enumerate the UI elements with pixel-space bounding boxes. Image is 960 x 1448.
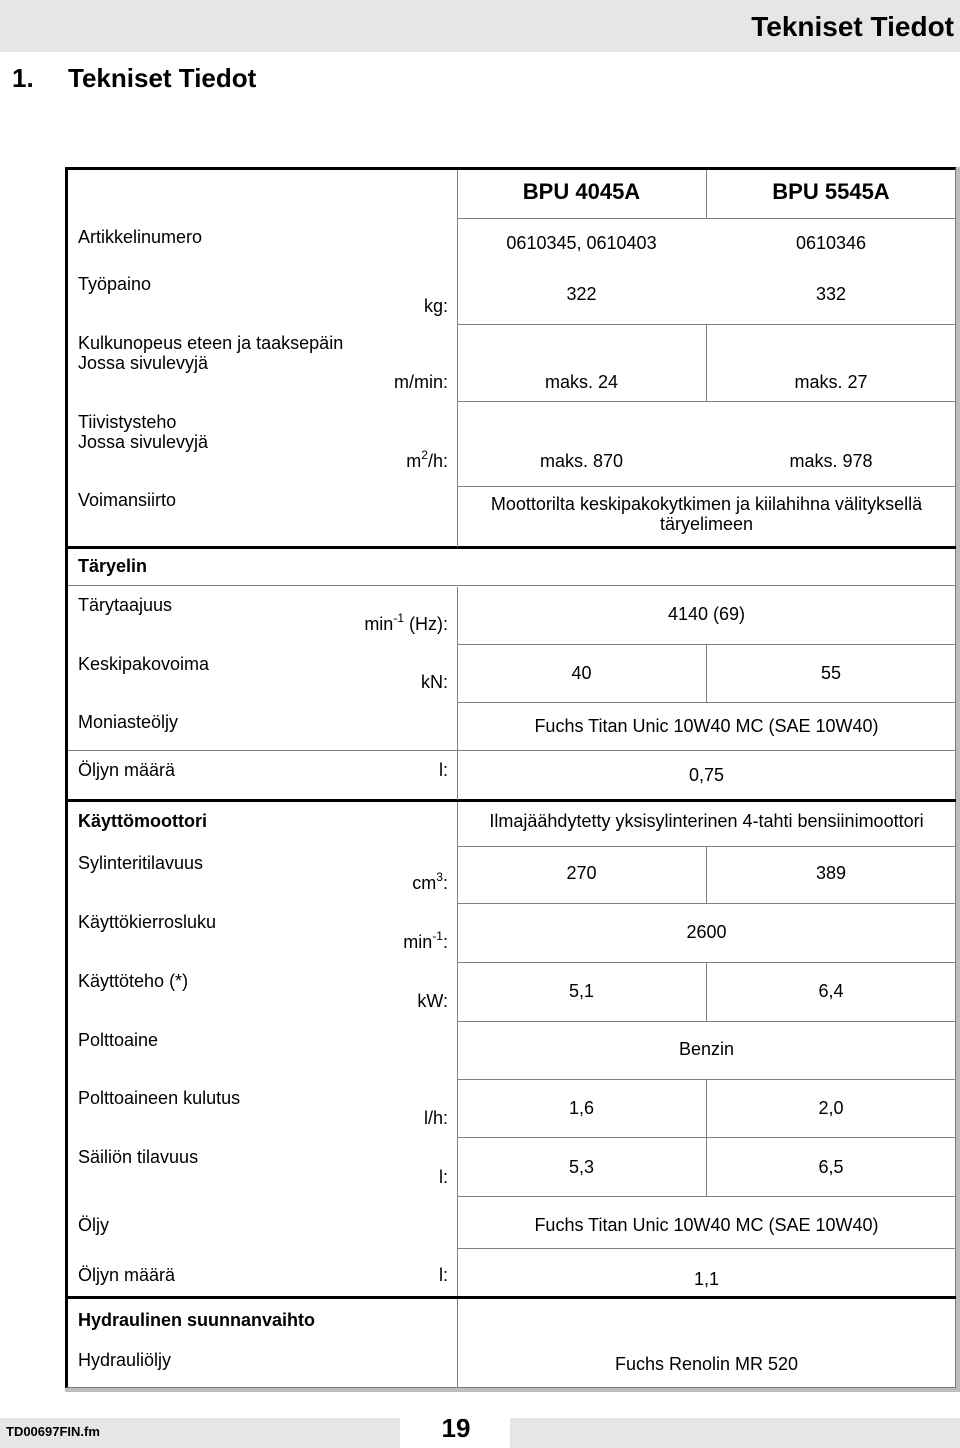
oil-amount-unit: l: — [439, 760, 448, 780]
row-divider — [457, 1196, 956, 1197]
displacement-value-b: 389 — [815, 863, 847, 883]
column-divider — [457, 170, 458, 547]
footer-document-id: TD00697FIN.fm — [6, 1424, 100, 1439]
consumption-unit: l/h: — [423, 1108, 448, 1128]
spec-table — [65, 167, 956, 1388]
tank-unit: l: — [439, 1167, 448, 1187]
rpm-value: 2600 — [686, 922, 727, 942]
row-divider — [457, 903, 956, 904]
transmission-value-line1: Moottorilta keskipakokytkimen ja kiilahihna välityksellä — [490, 494, 923, 514]
article-value-a: 0610345, 0610403 — [506, 233, 657, 253]
multigrade-value: Fuchs Titan Unic 10W40 MC (SAE 10W40) — [534, 716, 879, 736]
weight-value-b: 332 — [815, 284, 847, 304]
row-label-transmission: Voimansiirto — [78, 490, 177, 510]
column-header-model-b: BPU 5545A — [772, 179, 890, 204]
page-header-title: Tekniset Tiedot — [751, 11, 954, 42]
row-label-tank: Säiliön tilavuus — [78, 1147, 199, 1167]
row-divider — [457, 1248, 956, 1249]
section-number: 1. — [12, 63, 34, 93]
section-heading — [12, 62, 256, 94]
row-sublabel-compaction: Jossa sivulevyjä — [78, 432, 209, 452]
section-title: Tekniset Tiedot — [68, 63, 257, 93]
row-label-fuel: Polttoaine — [78, 1030, 159, 1050]
oil-value: Fuchs Titan Unic 10W40 MC (SAE 10W40) — [534, 1215, 879, 1235]
compaction-value-a: maks. 870 — [539, 451, 624, 471]
column-header-model-a: BPU 4045A — [522, 179, 641, 204]
row-divider — [68, 585, 956, 586]
displacement-value-a: 270 — [566, 863, 597, 883]
table-shadow-right — [956, 167, 960, 1390]
row-divider — [457, 1021, 956, 1022]
row-label-oil-amount: Öljyn määrä — [78, 760, 176, 780]
footer-band — [510, 1418, 960, 1448]
table-shadow-bottom — [65, 1388, 960, 1392]
speed-value-a: maks. 24 — [544, 372, 619, 392]
oil-amount-2-unit: l: — [439, 1265, 448, 1285]
column-divider — [706, 1079, 707, 1196]
row-label-displacement: Sylinteritilavuus — [78, 853, 204, 873]
tank-value-a: 5,3 — [568, 1157, 595, 1177]
row-label-compaction: Tiivistysteho — [78, 412, 177, 432]
section-label-vibrator: Täryelin — [78, 556, 148, 576]
tank-value-b: 6,5 — [818, 1157, 844, 1177]
section-divider — [68, 1296, 956, 1299]
row-divider — [457, 702, 956, 703]
weight-value-a: 322 — [566, 284, 597, 304]
rpm-unit: $\min^{-1}$: — [403, 929, 448, 952]
speed-unit: m/min: — [394, 372, 448, 392]
fuel-value: Benzin — [678, 1039, 735, 1059]
row-divider — [457, 486, 956, 487]
section-divider — [68, 546, 956, 549]
article-value-b: 0610346 — [795, 233, 867, 253]
row-label-multigrade: Moniasteöljy — [78, 712, 179, 732]
consumption-value-a: 1,6 — [568, 1098, 595, 1118]
row-label-oil-amount-2: Öljyn määrä — [78, 1265, 176, 1285]
row-label-hydraulic-oil: Hydrauliöljy — [78, 1350, 172, 1370]
row-label-rpm: Käyttökierrosluku — [78, 912, 217, 932]
row-label-power: Käyttöteho (*) — [78, 971, 189, 991]
row-label-article: Artikkelinumero — [78, 227, 203, 247]
weight-unit: kg: — [423, 296, 448, 316]
consumption-value-b: 2,0 — [818, 1098, 844, 1118]
oil-amount-value: 0,75 — [688, 765, 725, 785]
power-unit: kW: — [417, 991, 448, 1011]
centrifugal-unit: kN: — [421, 672, 448, 692]
row-sublabel-speed: Jossa sivulevyjä — [78, 353, 209, 373]
engine-value: Ilmajäähdytetty yksisylinterinen 4-tahti bensiinimoottori — [489, 811, 924, 831]
row-label-consumption: Polttoaineen kulutus — [78, 1088, 241, 1108]
transmission-value-line2: täryelimeen — [659, 514, 754, 534]
power-value-b: 6,4 — [818, 981, 844, 1001]
compaction-value-b: maks. 978 — [789, 451, 873, 471]
section-label-hydraulic: Hydraulinen suunnanvaihto — [78, 1310, 316, 1330]
hydraulic-oil-value: Fuchs Renolin MR 520 — [614, 1354, 799, 1374]
row-divider — [68, 750, 956, 751]
row-label-centrifugal: Keskipakovoima — [78, 654, 210, 674]
row-label-weight: Työpaino — [78, 274, 152, 294]
row-label-speed: Kulkunopeus eteen ja taaksepäin — [78, 333, 344, 353]
frequency-unit: $\min^{-1} (Hz)$: — [364, 611, 448, 634]
speed-value-b: maks. 27 — [794, 372, 868, 392]
centrifugal-value-a: 40 — [571, 663, 592, 683]
compaction-unit: $m^2/h$: — [406, 448, 448, 471]
displacement-unit: $cm^3$: — [412, 870, 448, 893]
oil-amount-2-value: 1,1 — [693, 1269, 720, 1289]
page-number: 19 — [441, 1413, 471, 1443]
power-value-a: 5,1 — [568, 981, 595, 1001]
section-label-engine: Käyttömoottori — [78, 811, 207, 831]
row-label-oil: Öljy — [78, 1215, 109, 1235]
centrifugal-value-b: 55 — [820, 663, 842, 683]
frequency-value: 4140 (69) — [667, 604, 746, 624]
section-divider — [68, 799, 956, 802]
row-label-frequency: Tärytaajuus — [78, 595, 173, 615]
